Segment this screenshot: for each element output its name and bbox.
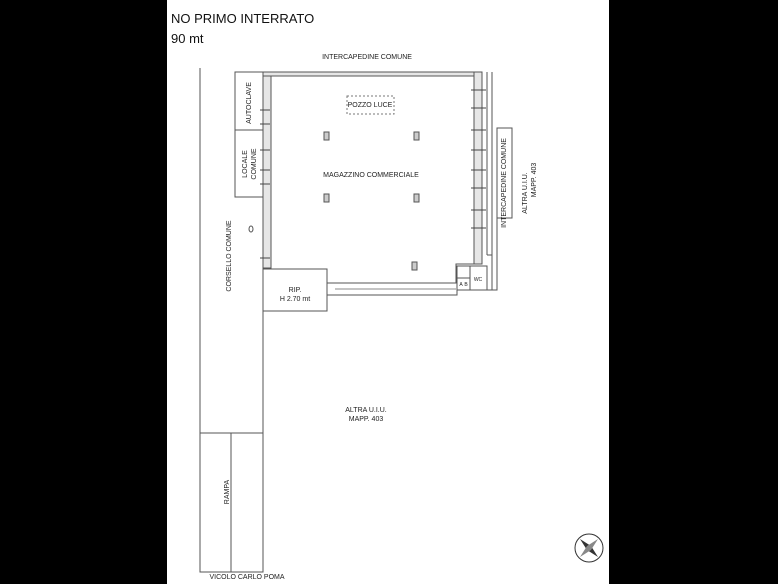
floor-height: 90 mt xyxy=(171,31,204,46)
top-wall xyxy=(263,72,475,76)
floor-title: NO PRIMO INTERRATO xyxy=(171,11,315,26)
label-b: B xyxy=(464,282,468,288)
label-mapp-right: MAPP. 403 xyxy=(531,162,538,198)
label-rampa: RAMPA xyxy=(224,479,231,505)
north-arrow-icon xyxy=(575,534,603,562)
right-wall xyxy=(474,72,482,264)
label-pozzo-luce: POZZO LUCE xyxy=(347,102,393,109)
label-a: A xyxy=(459,282,463,288)
label-vicolo: VICOLO CARLO POMA xyxy=(209,574,285,581)
label-intercapedine-top: INTERCAPEDINE COMUNE xyxy=(322,54,412,61)
label-rip: RIP. xyxy=(288,287,302,294)
label-mapp-center: MAPP. 403 xyxy=(348,416,384,423)
label-autoclave: AUTOCLAVE xyxy=(246,82,253,124)
label-intercapedine-right: INTERCAPEDINE COMUNE xyxy=(501,138,508,228)
label-altra-uiu-center: ALTRA U.I.U. xyxy=(345,407,387,414)
locale-comune-room xyxy=(235,130,263,197)
label-altra-uiu-right: ALTRA U.I.U. xyxy=(522,172,529,214)
label-corsello: CORSELLO COMUNE xyxy=(226,220,233,292)
label-comune: COMUNE xyxy=(251,148,258,180)
label-rip-height: H 2.70 mt xyxy=(279,296,311,303)
label-magazzino: MAGAZZINO COMMERCIALE xyxy=(323,172,419,179)
label-locale: LOCALE xyxy=(242,150,249,178)
label-wc: WC xyxy=(473,277,483,283)
